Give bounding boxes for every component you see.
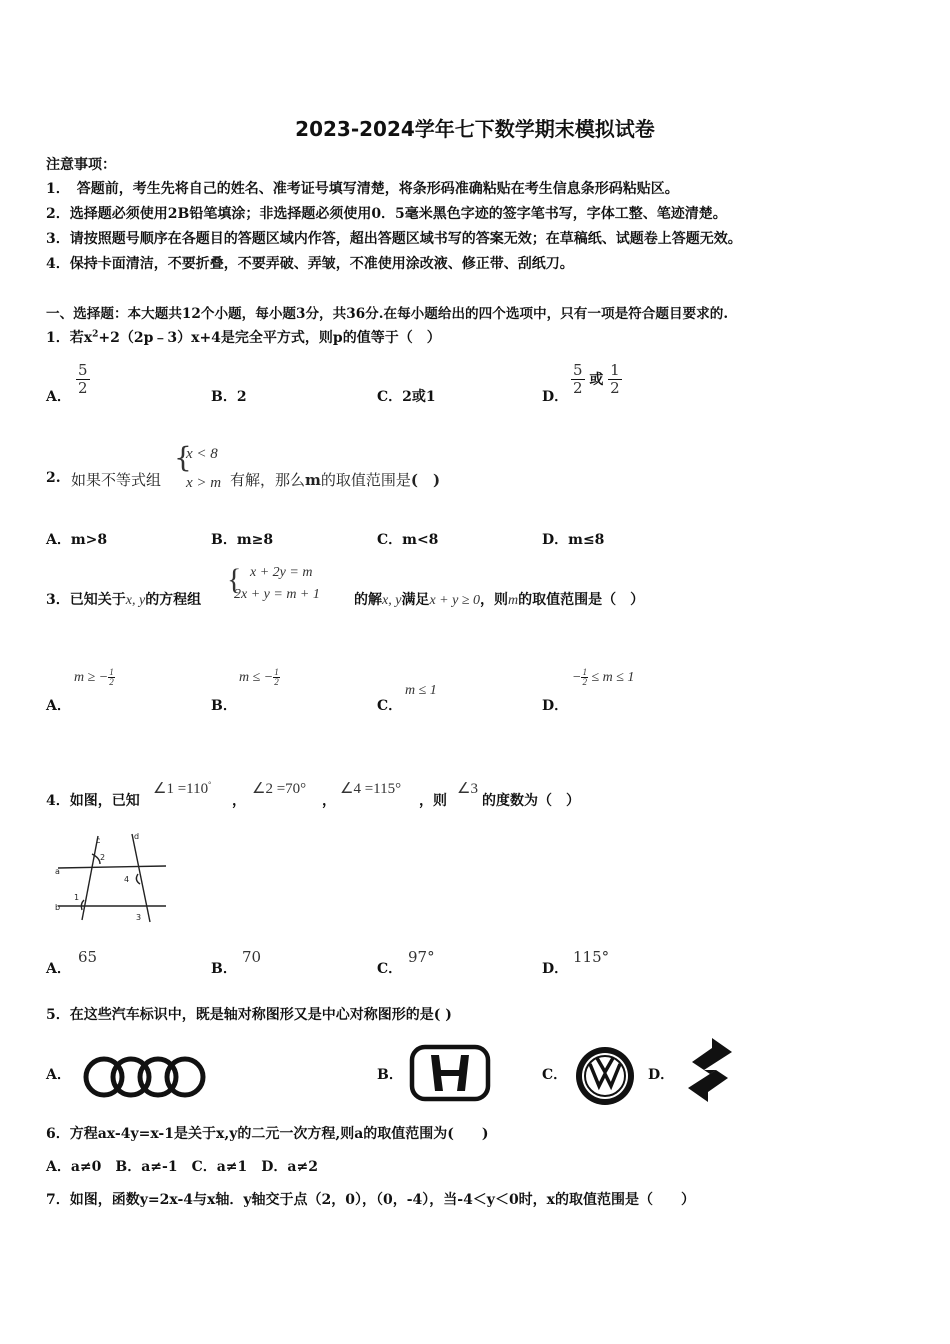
q4-parallel-lines-figure xyxy=(54,830,169,925)
question-6-stem: 6．方程ax-4y=x-1是关于x,y的二元一次方程,则a的取值范围为( ) xyxy=(46,1126,489,1142)
q3-brace: { xyxy=(227,563,242,596)
question-3-stem: 3．已知关于x, y的方程组 xyxy=(46,592,202,608)
q2-option-b: B．m≥8 xyxy=(211,532,274,548)
honda-logo-icon xyxy=(409,1044,491,1102)
label-a: a xyxy=(55,867,60,876)
notice-item-1: 1． 答题前，考生先将自己的姓名、准考证号填写清楚，将条形码准确粘贴在考生信息条形码粘贴区。 xyxy=(46,181,679,197)
question-7-stem: 7．如图，函数y=2x-4与x轴．y轴交于点（2，0），（0，-4），当-4＜y＜0时，x的取值范围是（ ） xyxy=(46,1192,696,1208)
q5-option-d-label: D． xyxy=(648,1067,675,1083)
q4-option-a-label: A． xyxy=(46,961,71,977)
q4-option-d-label: D． xyxy=(542,961,569,977)
label-1: 1 xyxy=(74,893,80,902)
notice-item-2: 2．选择题必须使用2B铅笔填涂；非选择题必须使用0．5毫米黑色字迹的签字笔书写，字体工整、笔迹清楚。 xyxy=(46,206,727,222)
label-3: 3 xyxy=(136,913,142,922)
question-4-stem-post: 的度数为（ ） xyxy=(482,793,580,809)
q4-angle-1: ∠1 =110° xyxy=(153,780,212,797)
notice-item-4: 4．保持卡面清洁，不要折叠，不要弄破、弄皱，不准使用涂改液、修正带、刮纸刀。 xyxy=(46,256,574,272)
question-2-post: 有解，那么m的取值范围是( ) xyxy=(230,471,441,489)
q4-option-d-value: 115° xyxy=(573,948,610,966)
q4-comma-1: ， xyxy=(232,793,246,809)
label-d: d xyxy=(134,832,140,841)
label-c: c xyxy=(96,836,101,845)
volkswagen-logo-icon xyxy=(573,1044,637,1108)
label-4: 4 xyxy=(124,875,130,884)
q1-option-a-label: A． xyxy=(46,389,71,405)
q4-angle-3: ∠3 xyxy=(457,781,478,797)
question-2-pre: 如果不等式组 xyxy=(71,471,162,489)
q1-option-b: B．2 xyxy=(211,389,247,405)
question-3-stem-cont: 的解x, y满足x + y ≥ 0，则m的取值范围是（ ） xyxy=(354,592,645,608)
q2-system-line-2: x > m xyxy=(186,475,222,491)
q5-option-a-label: A． xyxy=(46,1067,71,1083)
q4-option-b-label: B． xyxy=(211,961,237,977)
q3-option-b-expr: m ≤ − $\frac{1}{2}$ xyxy=(239,667,279,688)
q3-option-a-label: A． xyxy=(46,698,71,714)
q3-option-a-expr: m ≥ − $\frac{1}{2}$ xyxy=(74,667,114,688)
q4-option-b-value: 70 xyxy=(242,948,262,966)
q4-option-c-label: C． xyxy=(377,961,403,977)
q3-equation-1: x + 2y = m xyxy=(250,565,313,580)
q4-angle-2: ∠2 =70° xyxy=(252,781,307,797)
q3-equation-2: 2x + y = m + 1 xyxy=(234,587,320,602)
q2-brace: { xyxy=(174,441,192,474)
label-2: 2 xyxy=(100,853,106,862)
label-b: b xyxy=(55,903,61,912)
section-heading: 一、选择题：本大题共12个小题，每小题3分，共36分.在每小题给出的四个选项中，只有一项是符合题目要求的. xyxy=(46,306,729,322)
q1-option-a-fraction: $\frac{5}{2}$ xyxy=(78,361,88,397)
q4-angle-4: ∠4 =115° xyxy=(340,781,402,797)
q1-option-c: C．2或1 xyxy=(377,389,436,405)
q4-option-c-value: 97° xyxy=(408,948,435,966)
line-d xyxy=(132,834,150,922)
suzuki-logo-icon xyxy=(682,1036,738,1104)
question-6-options: A．a≠0 B．a≠-1 C．a≠1 D．a≠2 xyxy=(46,1159,318,1175)
q3-option-b-label: B． xyxy=(211,698,237,714)
notice-heading: 注意事项： xyxy=(46,157,116,173)
page-title: 2023-2024学年七下数学期末模拟试卷 xyxy=(295,117,655,141)
question-1-stem: 1．若$x^2+2(2p﹣3)x+4$是完全平方式，则p的值等于（ ） xyxy=(46,329,441,346)
q4-comma-2: ， xyxy=(322,793,336,809)
q2-option-d: D．m≤8 xyxy=(542,532,605,548)
audi-logo-icon xyxy=(80,1052,212,1102)
q4-then: ，则 xyxy=(419,793,447,809)
q3-option-d-label: D． xyxy=(542,698,569,714)
q2-option-a: A．m>8 xyxy=(46,532,108,548)
q5-option-c-label: C． xyxy=(542,1067,568,1083)
line-a xyxy=(58,866,166,868)
q2-option-c: C．m<8 xyxy=(377,532,439,548)
line-c xyxy=(82,836,101,920)
q2-system-line-1: x < 8 xyxy=(186,446,218,462)
q3-option-c-label: C． xyxy=(377,698,403,714)
q1-option-d-expr: $\frac{5}{2}$ 或 $\frac{1}{2}$ xyxy=(573,361,620,397)
q3-option-c-expr: m ≤ 1 xyxy=(405,683,437,698)
q3-option-d-expr: − $\frac{1}{2}$ ≤ m ≤ 1 xyxy=(572,667,635,688)
q4-option-a-value: 65 xyxy=(78,948,98,966)
question-2-number: 2. xyxy=(46,470,61,486)
question-4-stem-pre: 4．如图，已知 xyxy=(46,793,140,809)
q5-option-b-label: B． xyxy=(377,1067,403,1083)
notice-item-3: 3．请按照题号顺序在各题目的答题区域内作答，超出答题区域书写的答案无效；在草稿纸、试题卷上答题无效。 xyxy=(46,231,742,247)
q1-option-d-label: D． xyxy=(542,389,569,405)
question-5-stem: 5．在这些汽车标识中，既是轴对称图形又是中心对称图形的是( ) xyxy=(46,1007,452,1023)
